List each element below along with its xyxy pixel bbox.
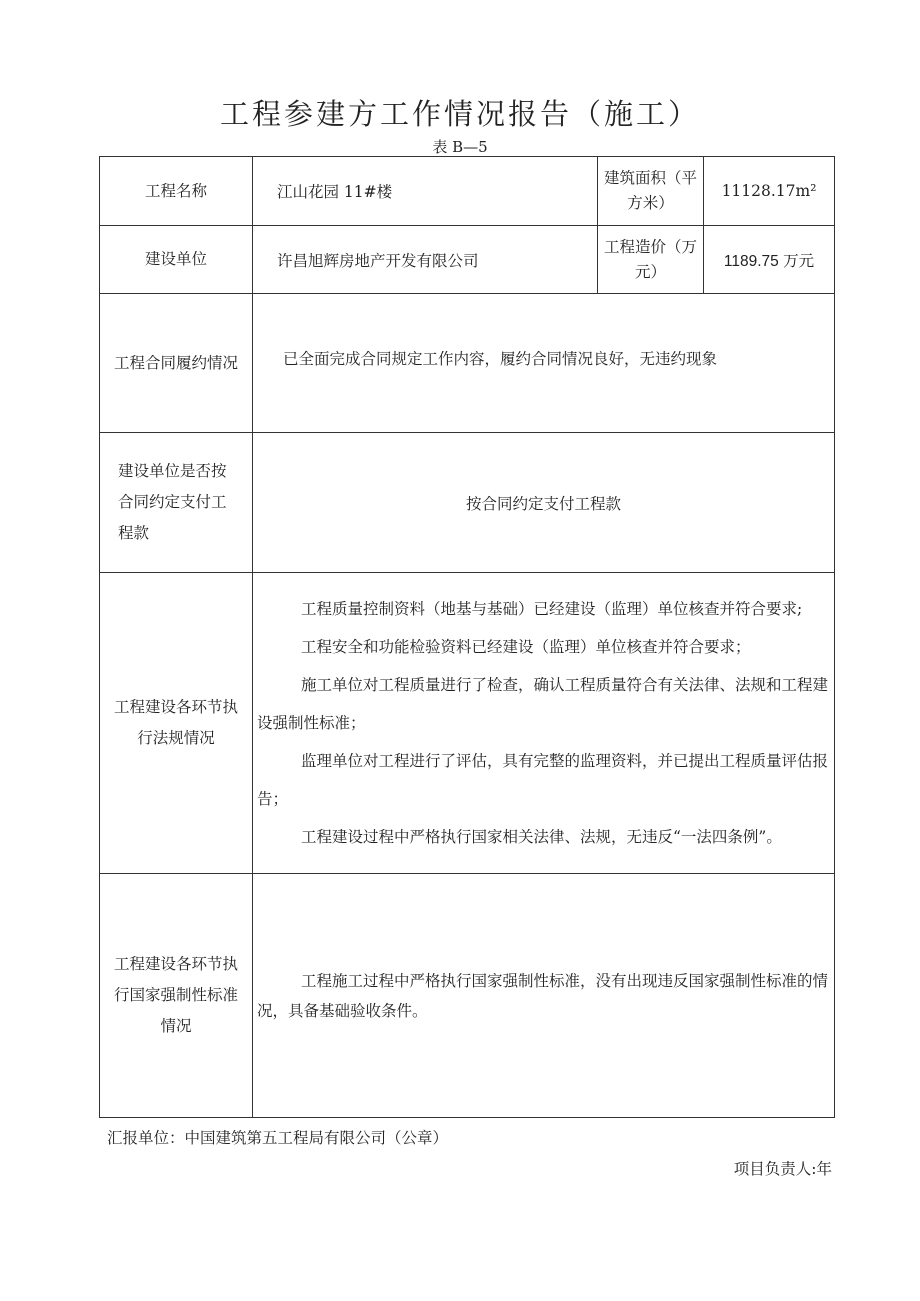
table-row [100,573,835,874]
cost-value: 1189.75 万元 [704,226,835,294]
payment-label: 建设单位是否按合同约定支付工程款 [100,433,253,573]
table-row [100,294,835,433]
owner-label: 建设单位 [100,226,253,294]
regulations-label: 工程建设各环节执行法规情况 [100,573,253,874]
regulations-paragraph: 监理单位对工程进行了评估，具有完整的监理资料，并已提出工程质量评估报告； [257,752,829,808]
regulations-paragraph: 工程质量控制资料（地基与基础）已经建设（监理）单位核查并符合要求; [301,600,803,618]
page-title: 工程参建方工作情况报告（施工） [219,97,700,131]
standards-value: 工程施工过程中严格执行国家强制性标准，没有出现违反国家强制性标准的情况，具备基础验收条件。 [257,971,829,1020]
table-row [100,874,835,1118]
form-number: 表 B—5 [432,138,488,156]
regulations-paragraph: 工程建设过程中严格执行国家相关法律、法规，无违反“一法四条例”。 [301,828,782,846]
regulations-content [253,573,835,874]
table-row [100,226,835,294]
standards-label: 工程建设各环节执行国家强制性标准情况 [100,874,253,1118]
regulations-paragraph: 工程安全和功能检验资料已经建设（监理）单位核查并符合要求； [301,638,751,656]
project-lead: 项目负责人:年 [733,1160,832,1178]
project-name-value: 江山花园 11#楼 [253,157,598,226]
project-name-label: 工程名称 [100,157,253,226]
area-value: 11128.17m² [704,157,835,226]
contract-value: 已全面完成合同规定工作内容，履约合同情况良好，无违约现象 [253,294,835,433]
table-row [100,433,835,573]
table-row [100,157,835,226]
area-label: 建筑面积（平方米） [598,157,704,226]
owner-value: 许昌旭辉房地产开发有限公司 [253,226,598,294]
reporting-unit: 汇报单位：中国建筑第五工程局有限公司（公章） [107,1129,449,1147]
cost-label: 工程造价（万元） [598,226,704,294]
regulations-paragraph: 施工单位对工程质量进行了检查，确认工程质量符合有关法律、法规和工程建设强制性标准； [257,676,829,732]
standards-content [253,874,835,1118]
report-table [99,156,835,1118]
contract-label: 工程合同履约情况 [100,294,253,433]
payment-value: 按合同约定支付工程款 [253,433,835,573]
